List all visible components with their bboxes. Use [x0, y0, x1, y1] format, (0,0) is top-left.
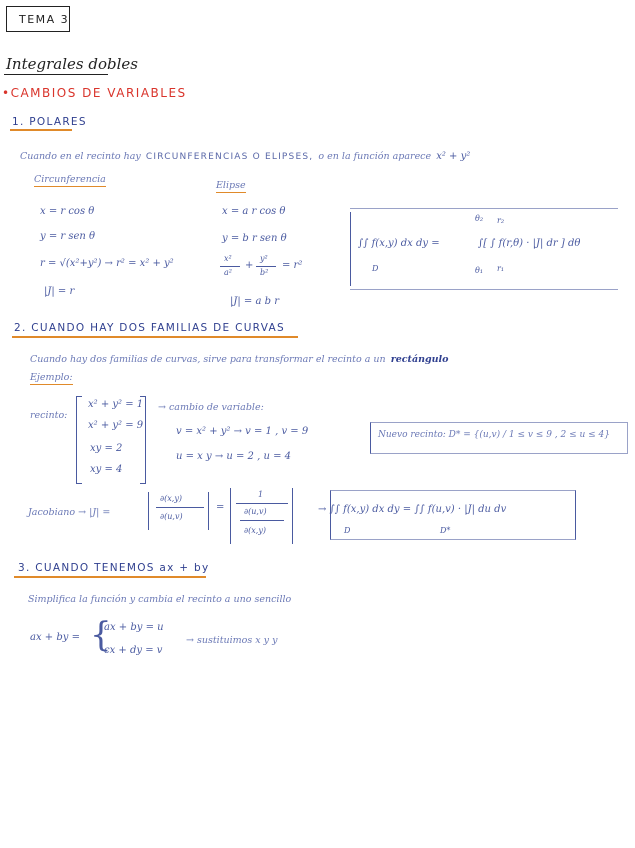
jac-den-1: ∂(u,v) — [160, 512, 183, 521]
elipse-plus: + — [245, 260, 254, 271]
jac-bar-4 — [292, 488, 293, 544]
polares-intro-caps: CIRCUNFERENCIAS O ELIPSES, — [145, 152, 314, 162]
elipse-label: Elipse — [216, 180, 246, 191]
familias-heading-underline — [12, 336, 298, 338]
polares-heading-underline — [10, 129, 72, 131]
recinto-bracket-left — [76, 396, 82, 484]
axby-lhs: ax + by = — [30, 632, 80, 643]
axby-brace: { — [90, 615, 112, 655]
circ-line-4: |J| = r — [44, 286, 75, 297]
circ-line-3: r = √(x²+y²) → r² = x² + y² — [40, 258, 174, 269]
jac-fracline-1 — [156, 507, 204, 508]
elipse-fracline-2 — [256, 266, 276, 267]
polares-intro-b: o en la función aparece — [318, 151, 432, 162]
recinto-eq-2: x² + y² = 9 — [88, 420, 144, 431]
cambio-label: → cambio de variable: — [158, 402, 264, 413]
nuevo-recinto: Nuevo recinto: D* = {(u,v) / 1 ≤ v ≤ 9 , 2 ≤ u ≤ 4} — [378, 430, 611, 440]
familias-intro-text: Cuando hay dos familias de curvas, sirve para transformar el recinto a un — [30, 354, 386, 365]
jac-equals: = — [216, 502, 225, 513]
ejemplo-label: Ejemplo: — [30, 372, 73, 383]
polar-formula-lhs: ∫∫ f(x,y) dx dy = — [358, 238, 440, 249]
jac-bar-3 — [230, 488, 231, 544]
recinto-eq-4: xy = 4 — [90, 464, 123, 475]
elipse-num-1: x² — [224, 254, 232, 263]
polares-heading: 1. POLARES — [12, 116, 87, 128]
cambio-result: → ∫∫ f(x,y) dx dy = ∫∫ f(u,v) · |J| du dv — [318, 504, 507, 515]
jac-num-1: ∂(x,y) — [160, 494, 182, 503]
elipse-fracline-1 — [220, 266, 240, 267]
familias-intro-word: rectángulo — [390, 354, 449, 365]
polar-formula-box — [350, 208, 618, 290]
polar-formula-lhs-sub: D — [372, 264, 379, 273]
polares-intro-a: Cuando en el recinto hay — [20, 151, 141, 162]
jac-bar-2 — [208, 492, 209, 530]
cambio-line-1: v = x² + y² → v = 1 , v = 9 — [176, 426, 309, 437]
axby-heading: 3. CUANDO TENEMOS ax + by — [18, 562, 210, 574]
jac-num-2b: ∂(u,v) — [244, 507, 267, 516]
axby-intro: Simplifica la función y cambia el recinto a uno sencillo — [28, 594, 292, 605]
polares-intro-math: x² + y² — [436, 151, 471, 162]
jac-num-2: 1 — [258, 490, 264, 499]
tema-label: TEMA 3 — [6, 6, 70, 32]
circ-line-1: x = r cos θ — [40, 206, 95, 217]
jac-den-2: ∂(x,y) — [244, 526, 266, 535]
title-underline — [4, 74, 108, 75]
polar-box-left-edge — [350, 212, 351, 286]
recinto-eq-1: x² + y² = 1 — [88, 399, 144, 410]
elipse-den-2: b² — [260, 268, 269, 277]
elipse-line-1: x = a r cos θ — [222, 206, 286, 217]
page-title: Integrales dobles — [6, 55, 138, 73]
axby-eq-2: cx + dy = v — [104, 645, 163, 656]
axby-heading-underline — [14, 576, 206, 578]
recinto-label: recinto: — [30, 410, 68, 421]
cambio-line-2: u = x y → u = 2 , u = 4 — [176, 451, 291, 462]
polares-intro — [20, 144, 470, 163]
cambio-result-sub-dstar: D* — [440, 526, 451, 535]
jac-fracline-2 — [236, 503, 288, 504]
jac-bar-1 — [148, 492, 149, 530]
polar-r-top: r₂ — [497, 216, 505, 225]
familias-heading: 2. CUANDO HAY DOS FAMILIAS DE CURVAS — [14, 322, 285, 334]
axby-eq-1: ax + by = u — [104, 622, 164, 633]
cambio-result-sub-d: D — [344, 526, 351, 535]
polar-formula-rhs: ∫[ ∫ f(r,θ) · |J| dr ] dθ — [478, 238, 581, 249]
polar-r-bottom: r₁ — [497, 264, 505, 273]
circ-label: Circunferencia — [34, 174, 106, 185]
jacobiano-label: Jacobiano → |J| = — [28, 507, 111, 518]
circ-line-2: y = r sen θ — [40, 231, 96, 242]
polar-theta-top: θ₂ — [475, 214, 484, 223]
polar-theta-bottom: θ₁ — [475, 266, 484, 275]
elipse-num-2: y² — [260, 254, 268, 263]
axby-tail: → sustituimos x y y — [186, 635, 278, 646]
recinto-eq-3: xy = 2 — [90, 443, 123, 454]
section-title: •CAMBIOS DE VARIABLES — [2, 86, 187, 100]
elipse-den-1: a² — [224, 268, 232, 277]
cambio-result-box — [330, 490, 576, 540]
elipse-eq: = r² — [282, 260, 303, 271]
jac-fracline-3 — [240, 520, 284, 521]
familias-intro — [30, 347, 449, 366]
elipse-line-2: y = b r sen θ — [222, 233, 287, 244]
elipse-line-4: |J| = a b r — [230, 296, 279, 307]
